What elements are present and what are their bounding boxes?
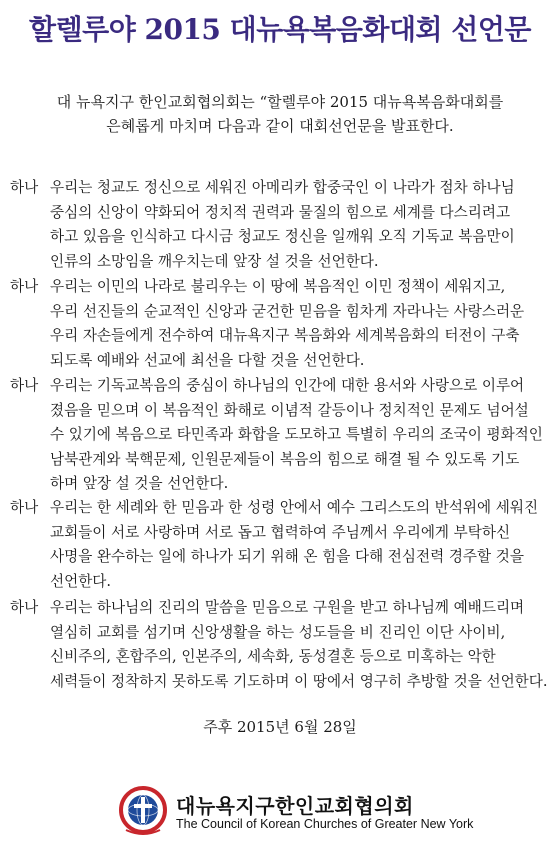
- organization-name-english: The Council of Korean Churches of Greater New York: [176, 817, 474, 831]
- intro-line-2: 은혜롭게 마치며 다음과 같이 대회선언문을 발표한다.: [106, 117, 454, 135]
- declaration-line: 선언한다.: [50, 572, 112, 590]
- declaration-5: [10, 596, 550, 694]
- declaration-line: 인류의 소망임을 깨우치는데 앞장 설 것을 선언한다.: [50, 252, 379, 270]
- declaration-line: 사명을 완수하는 일에 하나가 되기 위해 온 힘을 다해 전심전력 경주할 것을: [50, 548, 524, 565]
- declaration-1: [10, 176, 550, 274]
- declaration-line: 우리 자손들에게 전수하여 대뉴욕지구 복음화와 세계복음화의 터전이 구축: [50, 327, 520, 344]
- intro-line-1: 대 뉴욕지구 한인교회협의회는 “할렐루야 2015 대뉴욕복음화대회를: [56, 93, 504, 111]
- declaration-line: 되도록 예배와 선교에 최선을 다할 것을 선언한다.: [50, 351, 365, 369]
- declaration-line: 열심히 교회를 섬기며 신앙생활을 하는 성도들을 비 진리인 이단 사이비,: [50, 623, 506, 641]
- declaration-line: 세력들이 정착하지 못하도록 기도하며 이 땅에서 영구히 추방할 것을 선언한다.: [50, 672, 548, 690]
- declaration-line: 우리는 청교도 정신으로 세워진 아메리카 합중국인 이 나라가 점차 하나님: [50, 179, 515, 196]
- declaration-3: [10, 374, 550, 497]
- organization-name-korean: 대뉴욕지구한인교회협의회: [176, 794, 414, 818]
- cross-globe-emblem-icon: [118, 786, 168, 838]
- declaration-line: 교회들이 서로 사랑하며 서로 돕고 협력하여 주님께서 우리에게 부탁하신: [50, 523, 511, 541]
- declaration-line: 우리는 한 세례와 한 믿음과 한 성령 안에서 예수 그리스도의 반석위에 세워진: [50, 499, 539, 516]
- declaration-lead: 하나: [10, 179, 39, 196]
- declaration-line: 수 있기에 복음으로 타민족과 화합을 도모하고 특별히 우리의 조국이 평화적인: [50, 426, 543, 443]
- intro-paragraph: [0, 90, 560, 138]
- declaration-line: 우리는 이민의 나라로 불리우는 이 땅에 복음적인 이민 정책이 세워지고,: [50, 278, 506, 295]
- page-title: 할렐루야 2015 대뉴욕복음화대회 선언문: [29, 13, 531, 46]
- declaration-lead: 하나: [10, 278, 39, 295]
- declaration-line: 졌음을 믿으며 이 복음적인 화해로 이념적 갈등이나 정치적인 문제도 넘어설: [50, 401, 529, 419]
- declaration-line: 우리는 기독교복음의 중심이 하나님의 인간에 대한 용서와 사랑으로 이루어: [50, 377, 525, 394]
- organization-footer: [118, 786, 474, 838]
- declaration-lead: 하나: [10, 599, 39, 616]
- declaration-line: 우리 선진들의 순교적인 신앙과 굳건한 믿음을 힘차게 자라나는 사랑스러운: [50, 302, 525, 320]
- declaration-date: 주후 2015년 6월 28일: [203, 718, 357, 736]
- declaration-lead: 하나: [10, 499, 39, 516]
- declaration-4: [10, 496, 550, 594]
- declaration-line: 신비주의, 혼합주의, 인본주의, 세속화, 동성결혼 등으로 미혹하는 악한: [50, 648, 496, 665]
- declaration-line: 하고 있음을 인식하고 다시금 청교도 정신을 일깨워 오직 기독교 복음만이: [50, 228, 515, 245]
- declaration-line: 우리는 하나님의 진리의 말씀을 믿음으로 구원을 받고 하나님께 예배드리며: [50, 599, 525, 616]
- declaration-line: 하며 앞장 설 것을 선언한다.: [50, 475, 229, 492]
- declaration-line: 중심의 신앙이 약화되어 정치적 권력과 물질의 힘으로 세계를 다스리려고: [50, 203, 511, 221]
- declaration-line: 남북관계와 북핵문제, 인원문제들이 복음의 힘으로 해결 될 수 있도록 기도: [50, 450, 520, 468]
- declaration-lead: 하나: [10, 377, 39, 394]
- declaration-2: [10, 275, 550, 373]
